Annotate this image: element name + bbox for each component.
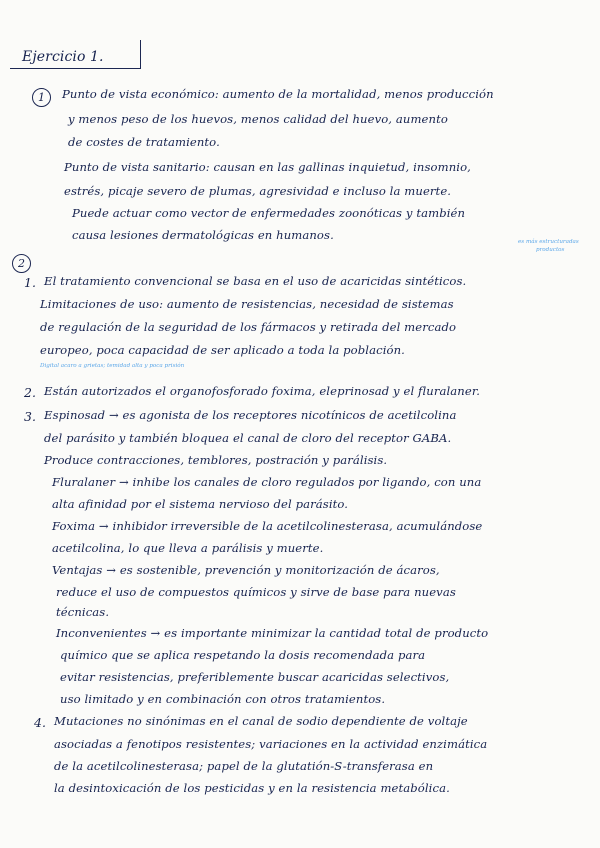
margin-note: Digital acaro a grietas; temidad alta y poca prisión [40, 363, 185, 369]
item-3-line: Produce contracciones, temblores, postración y parálisis. [44, 453, 388, 467]
side-note: productos [536, 247, 565, 253]
item-4-number: 4. [34, 715, 46, 730]
item-3-number: 3. [24, 409, 36, 424]
page-title: Ejercicio 1. [22, 49, 104, 65]
item-4-line: asociadas a fenotipos resistentes; variaciones en la actividad enzimática [54, 737, 488, 751]
q1-line: estrés, picaje severo de plumas, agresividad e incluso la muerte. [64, 184, 452, 198]
q1-line: Punto de vista económico: aumento de la mortalidad, menos producción [62, 87, 494, 101]
q1-line: de costes de tratamiento. [68, 135, 220, 149]
item-3-line: alta afinidad por el sistema nervioso del parásito. [52, 497, 349, 511]
item-3-line: acetilcolina, lo que lleva a parálisis y muerte. [52, 541, 324, 555]
q1-line: Puede actuar como vector de enfermedades zoonóticas y también [72, 206, 466, 220]
question-1-marker: 1 [32, 88, 51, 107]
q1-line: Punto de vista sanitario: causan en las gallinas inquietud, insomnio, [64, 160, 471, 174]
q1-line: y menos peso de los huevos, menos calidad del huevo, aumento [68, 112, 448, 126]
item-4-line: de la acetilcolinesterasa; papel de la glutatión-S-transferasa en [54, 759, 434, 773]
item-3-line: Fluralaner → inhibe los canales de cloro regulados por ligando, con una [52, 475, 482, 489]
item-1-line: El tratamiento convencional se basa en el uso de acaricidas sintéticos. [44, 274, 467, 288]
item-3-line: Espinosad → es agonista de los receptores nicotínicos de acetilcolina [44, 408, 457, 422]
q1-line: causa lesiones dermatológicas en humanos. [72, 228, 334, 242]
item-4-line: Mutaciones no sinónimas en el canal de sodio dependiente de voltaje [54, 714, 468, 728]
item-3-line: Foxima → inhibidor irreversible de la acetilcolinesterasa, acumulándose [52, 519, 483, 533]
item-1-line: de regulación de la seguridad de los fármacos y retirada del mercado [40, 320, 457, 334]
question-2-marker: 2 [12, 254, 31, 273]
item-3-line: reduce el uso de compuestos químicos y sirve de base para nuevas [56, 585, 456, 599]
item-2-line: Están autorizados el organofosforado foxima, eleprinosad y el fluralaner. [44, 384, 480, 398]
item-3-line: Ventajas → es sostenible, prevención y monitorización de ácaros, [52, 563, 440, 577]
item-4-line: la desintoxicación de los pesticidas y en la resistencia metabólica. [54, 781, 450, 795]
item-3-line: uso limitado y en combinación con otros tratamientos. [60, 692, 386, 706]
item-1-number: 1. [24, 275, 36, 290]
item-3-line: químico que se aplica respetando la dosis recomendada para [60, 648, 426, 662]
item-3-line: técnicas. [56, 605, 110, 619]
item-2-number: 2. [24, 385, 36, 400]
item-3-line: Inconvenientes → es importante minimizar la cantidad total de producto [56, 626, 489, 640]
item-1-line: Limitaciones de uso: aumento de resistencias, necesidad de sistemas [40, 297, 454, 311]
item-3-line: del parásito y también bloquea el canal de cloro del receptor GABA. [44, 431, 452, 445]
item-1-line: europeo, poca capacidad de ser aplicado a toda la población. [40, 343, 405, 357]
side-note: es más estructuradas [518, 239, 579, 245]
item-3-line: evitar resistencias, preferiblemente buscar acaricidas selectivos, [60, 670, 450, 684]
